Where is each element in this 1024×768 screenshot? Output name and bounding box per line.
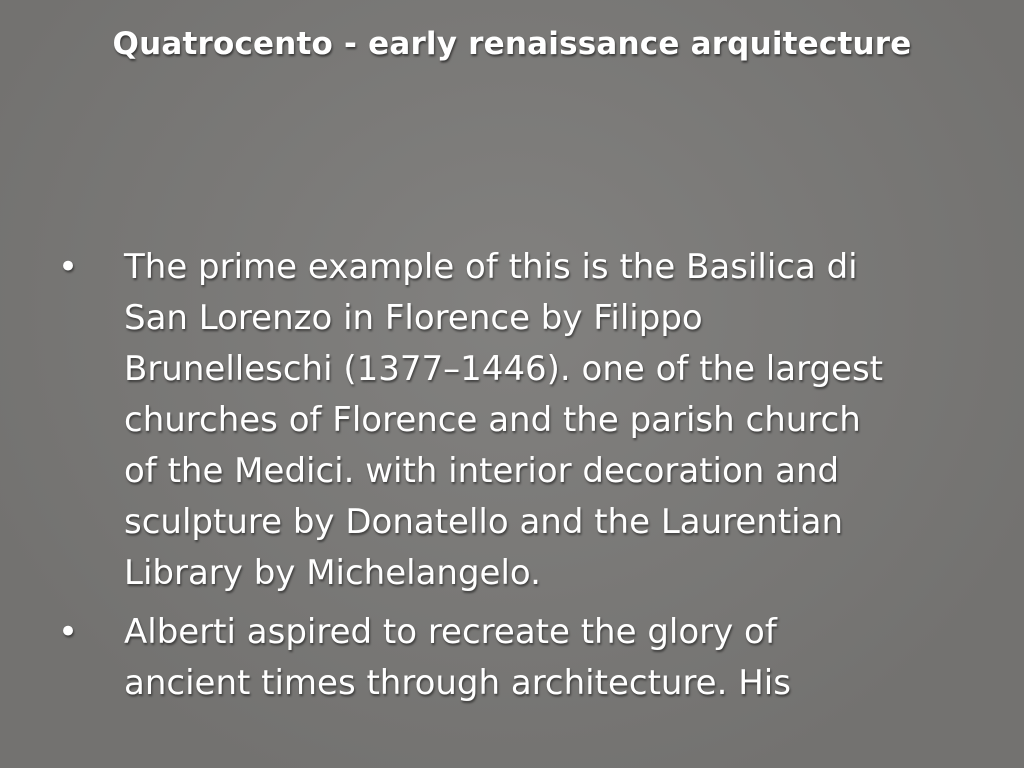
bullet-text: Alberti aspired to recreate the glory of ancient times through architecture. His: [124, 612, 791, 703]
bullet-item: [56, 242, 896, 599]
bullet-list: [56, 242, 896, 717]
bullet-dot-icon: •: [58, 247, 79, 287]
bullet-text: The prime example of this is the Basilica di San Lorenzo in Florence by Filippo Brunelleschi (1377–1446). one of the largest churches of Florence and the parish church of the Medici. with interior decoration and sculpture by Donatello and the Laurentian Library by Michelangelo.: [124, 247, 884, 593]
bullet-dot-icon: •: [58, 612, 79, 652]
slide-title: Quatrocento - early renaissance arquitecture: [112, 26, 912, 62]
bullet-item: [56, 607, 896, 709]
